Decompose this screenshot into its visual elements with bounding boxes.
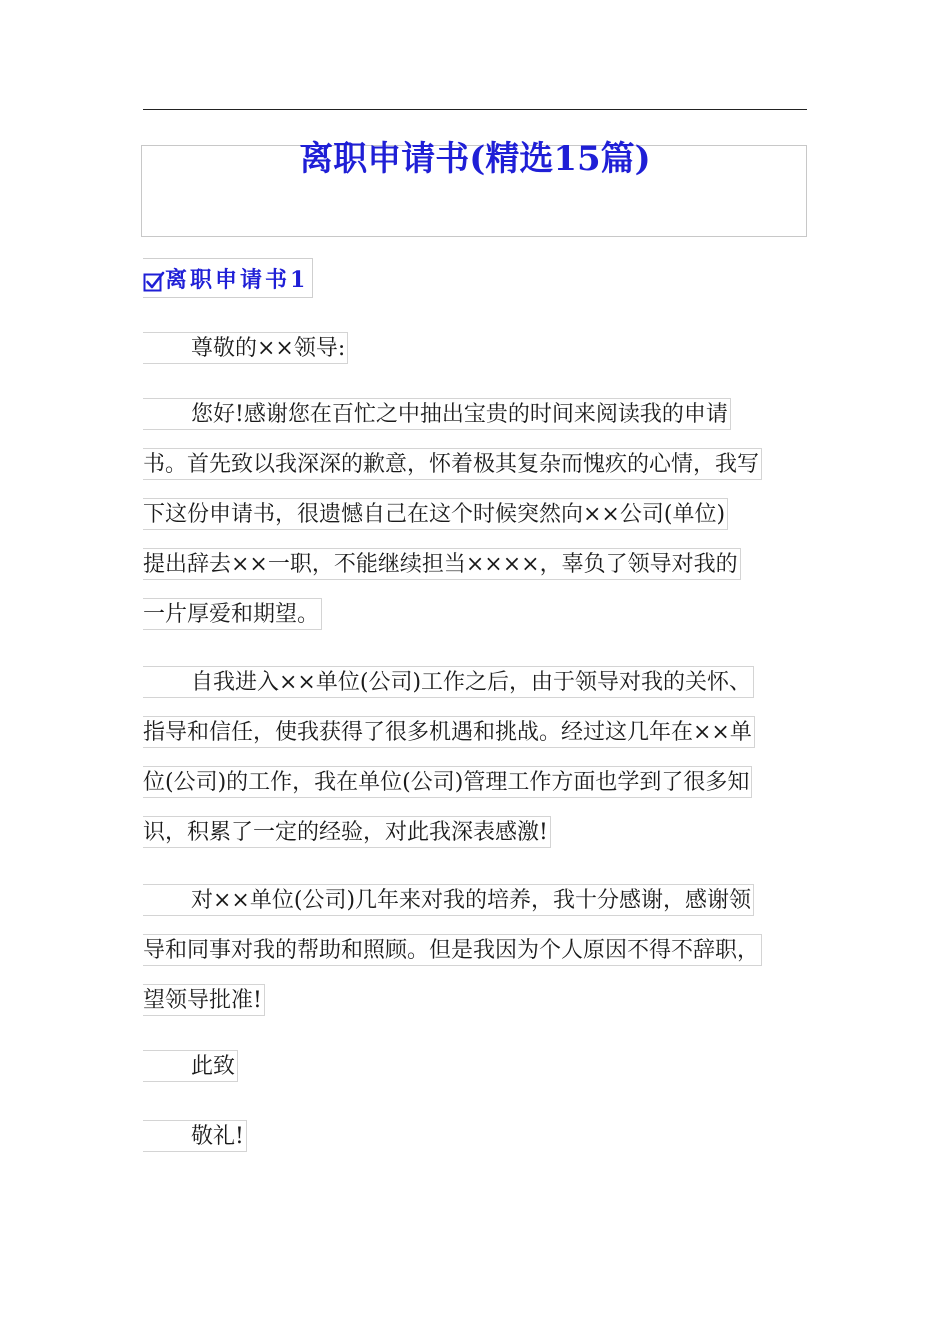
body-line: 一片厚爱和期望。 [143, 598, 322, 630]
body-line: 导和同事对我的帮助和照顾。但是我因为个人原因不得不辞职， [143, 934, 762, 966]
section-heading-text: 离职申请书1 [165, 266, 309, 293]
body-line: 望领导批准! [143, 984, 265, 1016]
page-title: 离职申请书(精选15篇) [299, 139, 651, 179]
body-line: 下这份申请书，很遗憾自己在这个时候突然向××公司(单位) [143, 498, 728, 530]
section-heading [143, 258, 313, 298]
body-line: 位(公司)的工作，我在单位(公司)管理工作方面也学到了很多知 [143, 766, 752, 798]
body-line: 识，积累了一定的经验，对此我深表感激! [143, 816, 551, 848]
body-line: 书。首先致以我深深的歉意，怀着极其复杂而愧疚的心情，我写 [143, 448, 762, 480]
salutation-line: 尊敬的××领导: [143, 332, 348, 364]
body-line: 对××单位(公司)几年来对我的培养，我十分感谢，感谢领 [143, 884, 754, 916]
header-rule [143, 109, 807, 110]
body-line: 提出辞去××一职，不能继续担当××××，辜负了领导对我的 [143, 548, 741, 580]
body-line: 指导和信任，使我获得了很多机遇和挑战。经过这几年在××单 [143, 716, 755, 748]
closing-line: 敬礼! [143, 1120, 247, 1152]
closing-line: 此致 [143, 1050, 238, 1082]
body-line: 自我进入××单位(公司)工作之后，由于领导对我的关怀、 [143, 666, 754, 698]
body-line: 您好!感谢您在百忙之中抽出宝贵的时间来阅读我的申请 [143, 398, 731, 430]
checkbox-checked-icon [143, 271, 165, 293]
